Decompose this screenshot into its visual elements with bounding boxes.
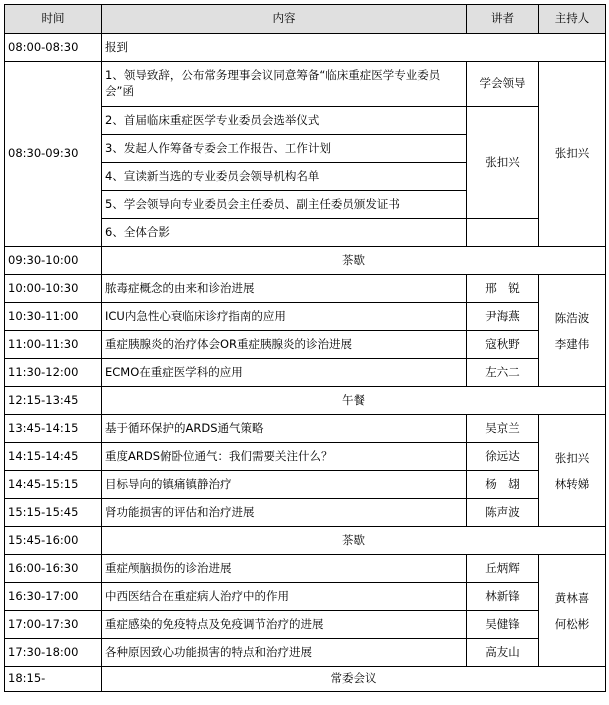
agenda-item: 2、首届临床重症医学专业委员会选举仪式: [102, 107, 467, 135]
speaker-cell: 寇秋野: [467, 331, 539, 359]
speaker-cell: 吴健锋: [467, 611, 539, 639]
speaker-cell: 邢 锐: [467, 275, 539, 303]
table-row: [5, 303, 606, 331]
host-name: 林转娣: [554, 476, 590, 491]
speaker-cell: 高友山: [467, 639, 539, 667]
speaker-cell: 吴京兰: [467, 415, 539, 443]
meeting-label: 常委会议: [102, 667, 606, 692]
speaker-cell: 徐远达: [467, 443, 539, 471]
topic-cell: 脓毒症概念的由来和诊治进展: [102, 275, 467, 303]
table-row: [5, 34, 606, 62]
speaker-cell: 林新锋: [467, 583, 539, 611]
speaker-cell: 张扣兴: [467, 107, 539, 219]
topic-cell: 重度ARDS俯卧位通气：我们需要关注什么？: [102, 443, 467, 471]
host-name: 张扣兴: [554, 450, 590, 465]
speaker-cell: 学会领导: [467, 62, 539, 107]
row-time: 10:30-11:00: [5, 303, 102, 331]
row-time: 15:45-16:00: [5, 527, 102, 555]
speaker-cell: 左六二: [467, 359, 539, 387]
topic-cell: 基于循环保护的ARDS通气策略: [102, 415, 467, 443]
agenda-item: 6、全体合影: [102, 219, 467, 247]
row-time: 11:30-12:00: [5, 359, 102, 387]
topic-cell: 目标导向的镇痛镇静治疗: [102, 471, 467, 499]
table-row: [5, 331, 606, 359]
agenda-item: 5、学会领导向专业委员会主任委员、副主任委员颁发证书: [102, 191, 467, 219]
table-row: [5, 639, 606, 667]
header-row: [5, 5, 606, 34]
table-row: [5, 275, 606, 303]
row-time: 12:15-13:45: [5, 387, 102, 415]
table-row: [5, 471, 606, 499]
host-name: 黄林喜: [554, 590, 590, 605]
table-row: [5, 499, 606, 527]
speaker-cell: 杨 翃: [467, 471, 539, 499]
row-time: 18:15-: [5, 667, 102, 692]
header-time: 时间: [5, 5, 102, 34]
table-row: [5, 555, 606, 583]
topic-cell: 肾功能损害的评估和治疗进展: [102, 499, 467, 527]
break-label: 茶歇: [102, 527, 606, 555]
table-row: [5, 415, 606, 443]
topic-cell: ICU内急性心衰临床诊疗指南的应用: [102, 303, 467, 331]
row-time: 16:00-16:30: [5, 555, 102, 583]
schedule-table: [4, 4, 606, 692]
row-time: 09:30-10:00: [5, 247, 102, 275]
speaker-cell: 丘炳辉: [467, 555, 539, 583]
topic-cell: ECMO在重症医学科的应用: [102, 359, 467, 387]
speaker-cell: [467, 219, 539, 247]
row-time: 10:00-10:30: [5, 275, 102, 303]
host-name: 何松彬: [554, 616, 590, 631]
table-row: [5, 62, 606, 107]
agenda-item: 4、宣读新当选的专业委员会领导机构名单: [102, 163, 467, 191]
row-time: 17:00-17:30: [5, 611, 102, 639]
break-label: 午餐: [102, 387, 606, 415]
host-cell: 张扣兴: [539, 62, 606, 247]
topic-cell: 各种原因致心功能损害的特点和治疗进展: [102, 639, 467, 667]
topic-cell: 重症胰腺炎的治疗体会OR重症胰腺炎的诊治进展: [102, 331, 467, 359]
row-time: 14:45-15:15: [5, 471, 102, 499]
host-cell: [539, 415, 606, 527]
header-host: 主持人: [539, 5, 606, 34]
topic-cell: 中西医结合在重症病人治疗中的作用: [102, 583, 467, 611]
agenda-item: 1、领导致辞，公布常务理事会议同意筹备“临床重症医学专业委员会”函: [102, 62, 467, 107]
header-content: 内容: [102, 5, 467, 34]
host-cell: [539, 555, 606, 667]
row-time: 11:00-11:30: [5, 331, 102, 359]
host-name: 李建伟: [554, 336, 590, 351]
table-row: [5, 359, 606, 387]
row-time: 08:00-08:30: [5, 34, 102, 62]
row-time: 14:15-14:45: [5, 443, 102, 471]
host-name: 陈浩波: [554, 310, 590, 325]
table-row: [5, 443, 606, 471]
row-time: 17:30-18:00: [5, 639, 102, 667]
agenda-item: 3、发起人作筹备专委会工作报告、工作计划: [102, 135, 467, 163]
row-label: 报到: [102, 34, 606, 62]
row-time: 08:30-09:30: [5, 62, 102, 247]
table-row: [5, 583, 606, 611]
row-time: 16:30-17:00: [5, 583, 102, 611]
row-time: 15:15-15:45: [5, 499, 102, 527]
row-time: 13:45-14:15: [5, 415, 102, 443]
table-row: [5, 387, 606, 415]
topic-cell: 重症颅脑损伤的诊治进展: [102, 555, 467, 583]
host-cell: [539, 275, 606, 387]
topic-cell: 重症感染的免疫特点及免疫调节治疗的进展: [102, 611, 467, 639]
table-row: [5, 247, 606, 275]
table-row: [5, 667, 606, 692]
break-label: 茶歇: [102, 247, 606, 275]
table-row: [5, 611, 606, 639]
header-speaker: 讲者: [467, 5, 539, 34]
speaker-cell: 尹海燕: [467, 303, 539, 331]
speaker-cell: 陈声波: [467, 499, 539, 527]
table-row: [5, 527, 606, 555]
